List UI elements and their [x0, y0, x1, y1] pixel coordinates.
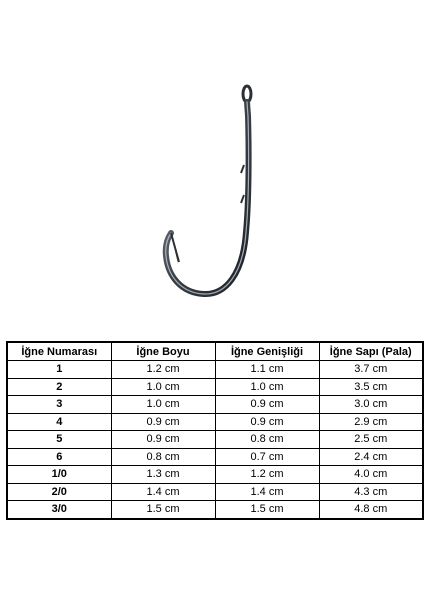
cell-length: 1.2 cm — [111, 361, 215, 379]
cell-shank: 4.0 cm — [319, 466, 423, 484]
cell-shank: 2.4 cm — [319, 448, 423, 466]
cell-length: 1.0 cm — [111, 396, 215, 414]
cell-number: 6 — [7, 448, 111, 466]
table-row — [7, 448, 423, 466]
cell-shank: 4.3 cm — [319, 483, 423, 501]
cell-length: 0.9 cm — [111, 431, 215, 449]
table-row — [7, 431, 423, 449]
cell-number: 2 — [7, 378, 111, 396]
hook-size-table — [6, 341, 424, 520]
table-row — [7, 413, 423, 431]
header-hook-width: İğne Genişliği — [215, 342, 319, 361]
table-row — [7, 466, 423, 484]
cell-width: 1.1 cm — [215, 361, 319, 379]
cell-width: 0.7 cm — [215, 448, 319, 466]
cell-length: 0.9 cm — [111, 413, 215, 431]
cell-length: 1.3 cm — [111, 466, 215, 484]
cell-shank: 4.8 cm — [319, 501, 423, 519]
table-row — [7, 501, 423, 519]
cell-number: 2/0 — [7, 483, 111, 501]
cell-number: 5 — [7, 431, 111, 449]
cell-length: 1.0 cm — [111, 378, 215, 396]
table-row — [7, 361, 423, 379]
cell-length: 0.8 cm — [111, 448, 215, 466]
header-hook-shank: İğne Sapı (Pala) — [319, 342, 423, 361]
cell-shank: 3.5 cm — [319, 378, 423, 396]
cell-number: 3/0 — [7, 501, 111, 519]
table-row — [7, 396, 423, 414]
cell-number: 1 — [7, 361, 111, 379]
cell-width: 0.8 cm — [215, 431, 319, 449]
cell-width: 1.0 cm — [215, 378, 319, 396]
cell-shank: 2.5 cm — [319, 431, 423, 449]
cell-number: 1/0 — [7, 466, 111, 484]
cell-width: 1.2 cm — [215, 466, 319, 484]
table-row — [7, 378, 423, 396]
cell-length: 1.4 cm — [111, 483, 215, 501]
cell-length: 1.5 cm — [111, 501, 215, 519]
cell-shank: 3.7 cm — [319, 361, 423, 379]
cell-number: 4 — [7, 413, 111, 431]
cell-number: 3 — [7, 396, 111, 414]
cell-shank: 3.0 cm — [319, 396, 423, 414]
cell-width: 0.9 cm — [215, 413, 319, 431]
header-hook-number: İğne Numarası — [7, 342, 111, 361]
table-header-row — [7, 342, 423, 361]
cell-width: 1.5 cm — [215, 501, 319, 519]
cell-width: 0.9 cm — [215, 396, 319, 414]
table-row — [7, 483, 423, 501]
hook-shank — [166, 102, 249, 294]
cell-width: 1.4 cm — [215, 483, 319, 501]
header-hook-length: İğne Boyu — [111, 342, 215, 361]
cell-shank: 2.9 cm — [319, 413, 423, 431]
